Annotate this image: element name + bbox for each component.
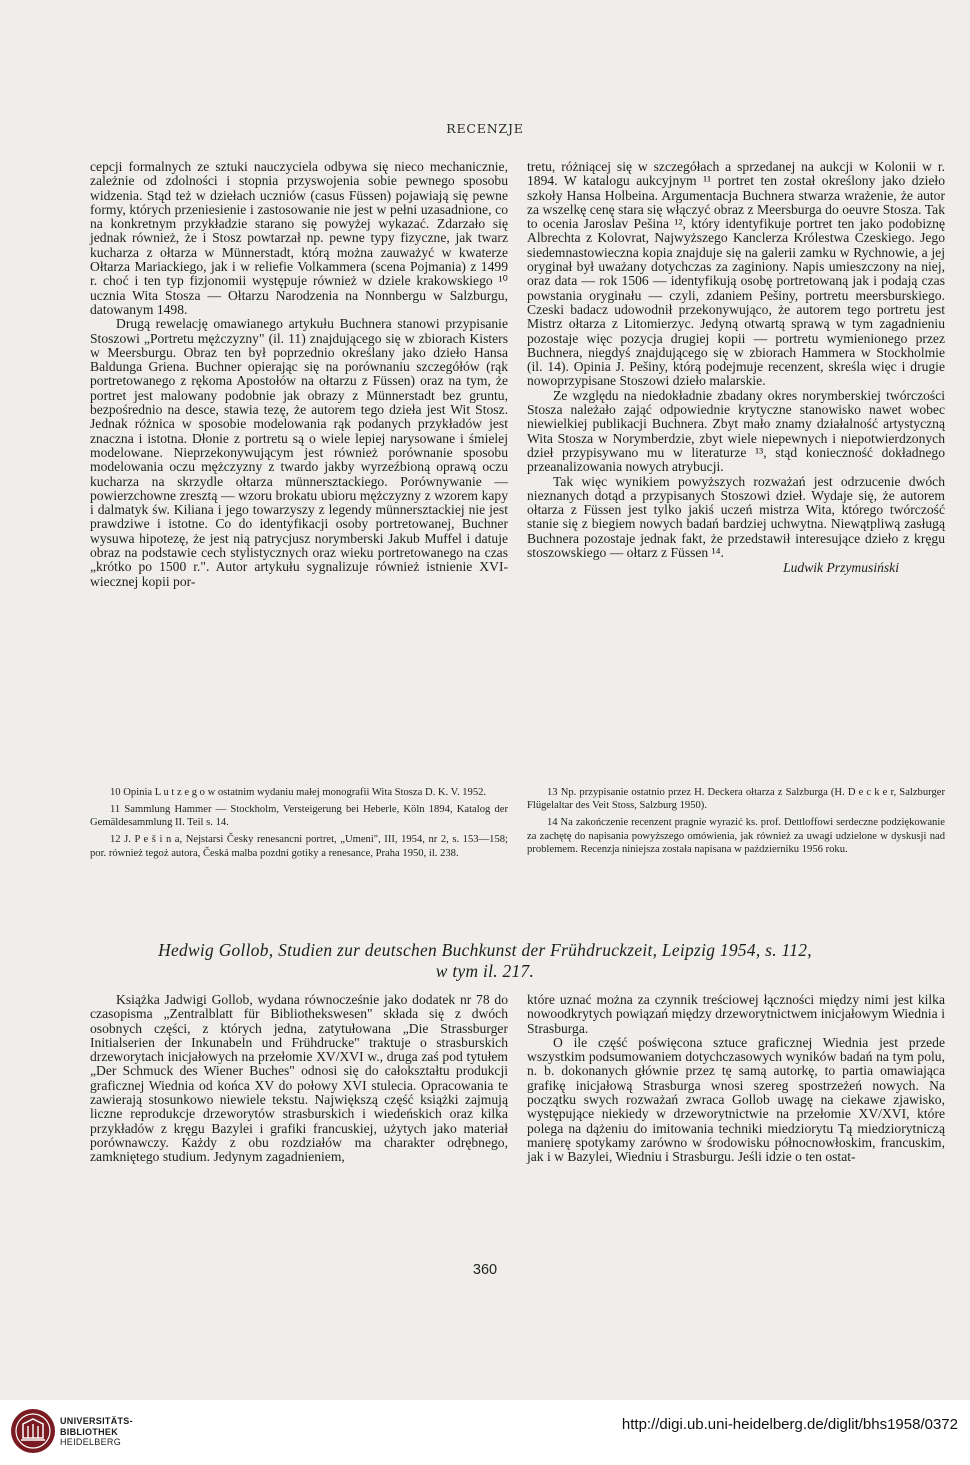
footnote-number: 13 xyxy=(547,787,558,798)
footnote-text: J. P e š i n a, Nejstarsi Česky renesancni portret, „Umeni", III, 1954, nr 2, s. 153—158; por. również tegoż autora, Česká malba pozdní gotiky a renesance, Praha 1950, il. 238. xyxy=(90,834,508,859)
footnote-number: 11 xyxy=(110,803,121,815)
article1-left-column xyxy=(90,160,508,589)
review-title-line: w tym il. 217. xyxy=(435,961,535,981)
footnote xyxy=(90,803,508,830)
paragraph: Drugą rewelację omawianego artykułu Buchnera stanowi przypisanie Stoszowi „Portretu mężczyzny" (il. 11) znajdującego się w zbiorach Kisters w Meersburgu. Obraz ten był poprzednio określany jako dzieło Hansa Baldunga Griena. Buchner opierając się na porównaniu szczegółów (rąk portretowanego z rękoma Apostołów na ołtarzu z Füssen) oraz na tym, że portret jest malowany podobnie jak obrazy z Münnerstadt bez gruntu, bezpośrednio na desce, stawia tezę, że autorem tego dzieła jest Wit Stosz. Jednak różnica w sposobie modelowania rąk podanych przykładów jest znaczna i istotna. Dłonie z portretu są o wiele lepiej narysowane i śmielej modelowane. Nieprzekonywującym jest również porównanie sposobu modelowania oczu mężczyzny z twardo jakby wyrzeźbioną oprawą oczu kucharza na skrzydle ołtarza münnersztackiego. Porównywanie — powierzchowne zresztą — wzoru brokatu ubioru mężczyzny z wzorem kapy i dalmatyk św. Kiliana i jego towarzyszy z legendy münnersztackiej nie jest prawdziwe i istotne. Co do identyfikacji osoby portretowanej, Buchner wysuwa hipotezę, że jest nią patrycjusz norymberski Jakub Muffel i datuje obraz na podstawie cech stylistycznych oraz wieku portretowanego na czas „krótko po 1500 r.". Autor artykułu sygnalizuje również istnienie XVI-wiecznej kopii por- xyxy=(90,316,508,589)
running-header: RECENZJE xyxy=(446,121,524,136)
paragraph: Książka Jadwigi Gollob, wydana równocześnie jako dodatek nr 78 do czasopisma „Zentralblatt für Bibliothekswesen" składa się z dwóch osobnych części, z których jedna, zatytułowana „Die Strassburger Initialserien der Inkunabeln und Frühdrucke" traktuje o strasburskich drzeworytach inicjałowych na przełomie XV/XVI w., druga zaś pod tytułem „Der Schmuck des Wiener Buches" odnosi się do całokształtu produkcji graficznej Wiednia od końca XV do połowy XVI stulecia. Opracowania te zawierają stosunkowo niewiele tekstu. Największą część książki zajmują liczne reprodukcje drzeworytów strasburskich i wiedeńskich oraz kilka przykładów z kręgu Bazylei i grafiki francuskiej, użytych jako materiał porównawczy. Każdy z obu rozdziałów ma charakter odrębnego, zamkniętego studium. Jedynym zagadnieniem, xyxy=(90,992,508,1165)
article2-right-column xyxy=(527,993,945,1165)
footnote xyxy=(90,833,508,860)
footnotes-left xyxy=(90,786,508,864)
viewer-footer xyxy=(0,1400,970,1465)
footnote xyxy=(90,786,508,799)
page-number: 360 xyxy=(472,1262,498,1278)
paragraph: tretu, różniącej się w szczegółach a sprzedanej na aukcji w Kolonii w r. 1894. W katalogu aukcyjnym ¹¹ portret ten został określony jako dzieło szkoły Hansa Holbeina. Argumentacja Buchnera stwarza wrażenie, że autor za wszelkę cenę stara się włączyć obraz z Meersburga do oeuvre Stosza. Tak to ocenia Jaroslav Pešina ¹², który identyfikuje portret ten jako podobiznę Albrechta z Kolovrat, Najwyższego Kanclerza Królestwa Czeskiego. Jego siedemnastowieczna kopia znajduje się na galerii zamku w Rychnowie, a jej oryginał był uważany dotychczas za zaginiony. Napis umieszczony na niej, oraz data — rok 1506 — identyfikują osobę portretowaną jak i podają czas powstania oryginału — czyli, zdaniem Pešiny, portretu meersburskiego. Czeski badacz udowodnił przekonywująco, że autorem tego portretu jest Mistrz ołtarza z Litomierzyc. Jedyną otwartą sprawą w tym zagadnieniu pozostaje więc pozycja drugiej kopii — portretu wymienionego przez Buchnera, niegdyś znajdującego się w zbiorach Hammera w Stockholmie (il. 14). Opinia J. Pešiny, którą podejmuje recenzent, skreśla więc i drugie nowoprzypisane Stoszowi dzieło malarskie. xyxy=(527,159,945,389)
paragraph: Tak więc wynikiem powyższych rozważań jest odrzucenie dwóch nieznanych dotąd a przypisanych Stoszowi dzieł. Wydaje się, że autorem ołtarza z Füssen jest tylko jakiś uczeń mistrza Wita, którego twórczość stanie się z biegiem nowych badań bardziej uchwytna. Niewątpliwą zasługą Buchnera pozostaje jednak fakt, że przedstawił interesujące dzieło z kręgu stoszowskiego — ołtarz z Füssen ¹⁴. xyxy=(527,473,945,561)
footnote xyxy=(527,816,945,856)
heidelberg-library-logo-icon xyxy=(10,1408,56,1454)
review-title-line: Hedwig Gollob, Studien zur deutschen Buchkunst der Frühdruckzeit, Leipzig 1954, s. 112, xyxy=(158,940,812,960)
footnote-number: 10 xyxy=(110,787,121,798)
institution-line: UNIVERSITÄTS- xyxy=(60,1416,133,1426)
footnote-text: Np. przypisanie ostatnio przez H. Deckera ołtarza z Salzburga (H. D e c k e r, Salzburger Flügelaltar des Veit Stoss, Salzburg 1950). xyxy=(527,787,946,812)
institution-line: BIBLIOTHEK xyxy=(60,1426,118,1437)
footnotes-right xyxy=(527,786,945,860)
permalink-url[interactable]: http://digi.ub.uni-heidelberg.de/diglit/bhs1958/0372 xyxy=(621,1416,958,1433)
paragraph: które uznać można za czynnik treściowej łączności między nimi jest kilka nowoodkrytych powiązań między drzeworytnictwem inicjałowym Wiednia i Strasburga. xyxy=(527,992,945,1036)
footnote-number: 14 xyxy=(547,817,558,829)
article2-left-column xyxy=(90,993,508,1165)
institution-name xyxy=(60,1416,133,1448)
footnote-text: Opinia L u t z e g o w ostatnim wydaniu małej monografii Wita Stosza D. K. V. 1952. xyxy=(123,787,487,798)
article1-right-column xyxy=(527,160,945,576)
paragraph: cepcji formalnych ze sztuki nauczyciela odbywa się nieco mechanicznie, zależnie od zdolności i stopnia przyswojenia sobie pewnego sposobu widzenia. Stąd też w dziełach uczniów (casus Füssen) pojawiają się pewne formy, których przeniesienie i zastosowanie nie jest w pełni uzasadnione, co na konkretnym przykładzie starano się powyżej wykazać. Zdarzało się jednak również, że i Stosz powtarzał np. pewne typy fizyczne, jak twarz kucharza z ołtarza w Münnerstadt, którą można zauważyć w kwaterze Ołtarza Mariackiego, jak i w reliefie Volkammera (scena Pojmania) z 1499 r. choć i ten typ fizjonomii występuje również w dziele krakowskiego ¹⁰ ucznia Wita Stosza — Ołtarzu Narodzenia na Nonnbergu w Salzburgu, datowanym 1498. xyxy=(90,159,508,317)
review-title xyxy=(0,940,970,982)
paragraph: O ile część poświęcona sztuce graficznej Wiednia jest przede wszystkim podsumowaniem dotychczasowych wyników badań na tym polu, n. b. dokonanych głównie przez tę samą autorkę, to partia omawiająca grafikę inicjałową Strasburga wnosi szereg spostrzeżeń nowych. Na początku swych rozważań zwraca Gollob uwagę na ciekawe zjawisko, występujące niekiedy w drzeworytnictwie na przełomie XV/XVI, które polega na dążeniu do imitowania techniki miedziorytu Tą miedziorytniczą manierę spotykamy zarówno w środowisku północnowłoskim, francuskim, jak i w Bazylei, Wiedniu i Strasburgu. Jeśli idzie o ten ostat- xyxy=(527,1034,945,1165)
footnote-text: Sammlung Hammer — Stockholm, Versteigerung bei Heberle, Köln 1894, Katalog der Gemäldesammlung II. Teil s. 14. xyxy=(90,803,508,829)
footnote xyxy=(527,786,945,813)
author-signature: Ludwik Przymusiński xyxy=(783,560,899,576)
footnote-text: Na zakończenie recenzent pragnie wyrazić ks. prof. Dettloffowi serdeczne podziękowanie za zachętę do napisania powyższego omówienia, jak również za uwagi udzielone w dyskusji nad problemem. Recenzja niniejsza została napisana w październiku 1956 roku. xyxy=(527,817,945,856)
paragraph: Ze względu na niedokładnie zbadany okres norymberskiej twórczości Stosza należało zająć odpowiednie krytyczne stanowisko nawet wobec niewielkiej publikacji Buchnera. Zbyt mało znamy działalność artystyczną Wita Stosza w Norymberdzie, zbyt wiele niepewnych i niepotwierdzonych dzieł przypisywano mu w literaturze ¹³, stąd konieczność dokładnego przeanalizowania nowych atrybucji. xyxy=(527,387,945,475)
footnote-number: 12 xyxy=(110,834,121,846)
institution-line: HEIDELBERG xyxy=(60,1437,122,1447)
